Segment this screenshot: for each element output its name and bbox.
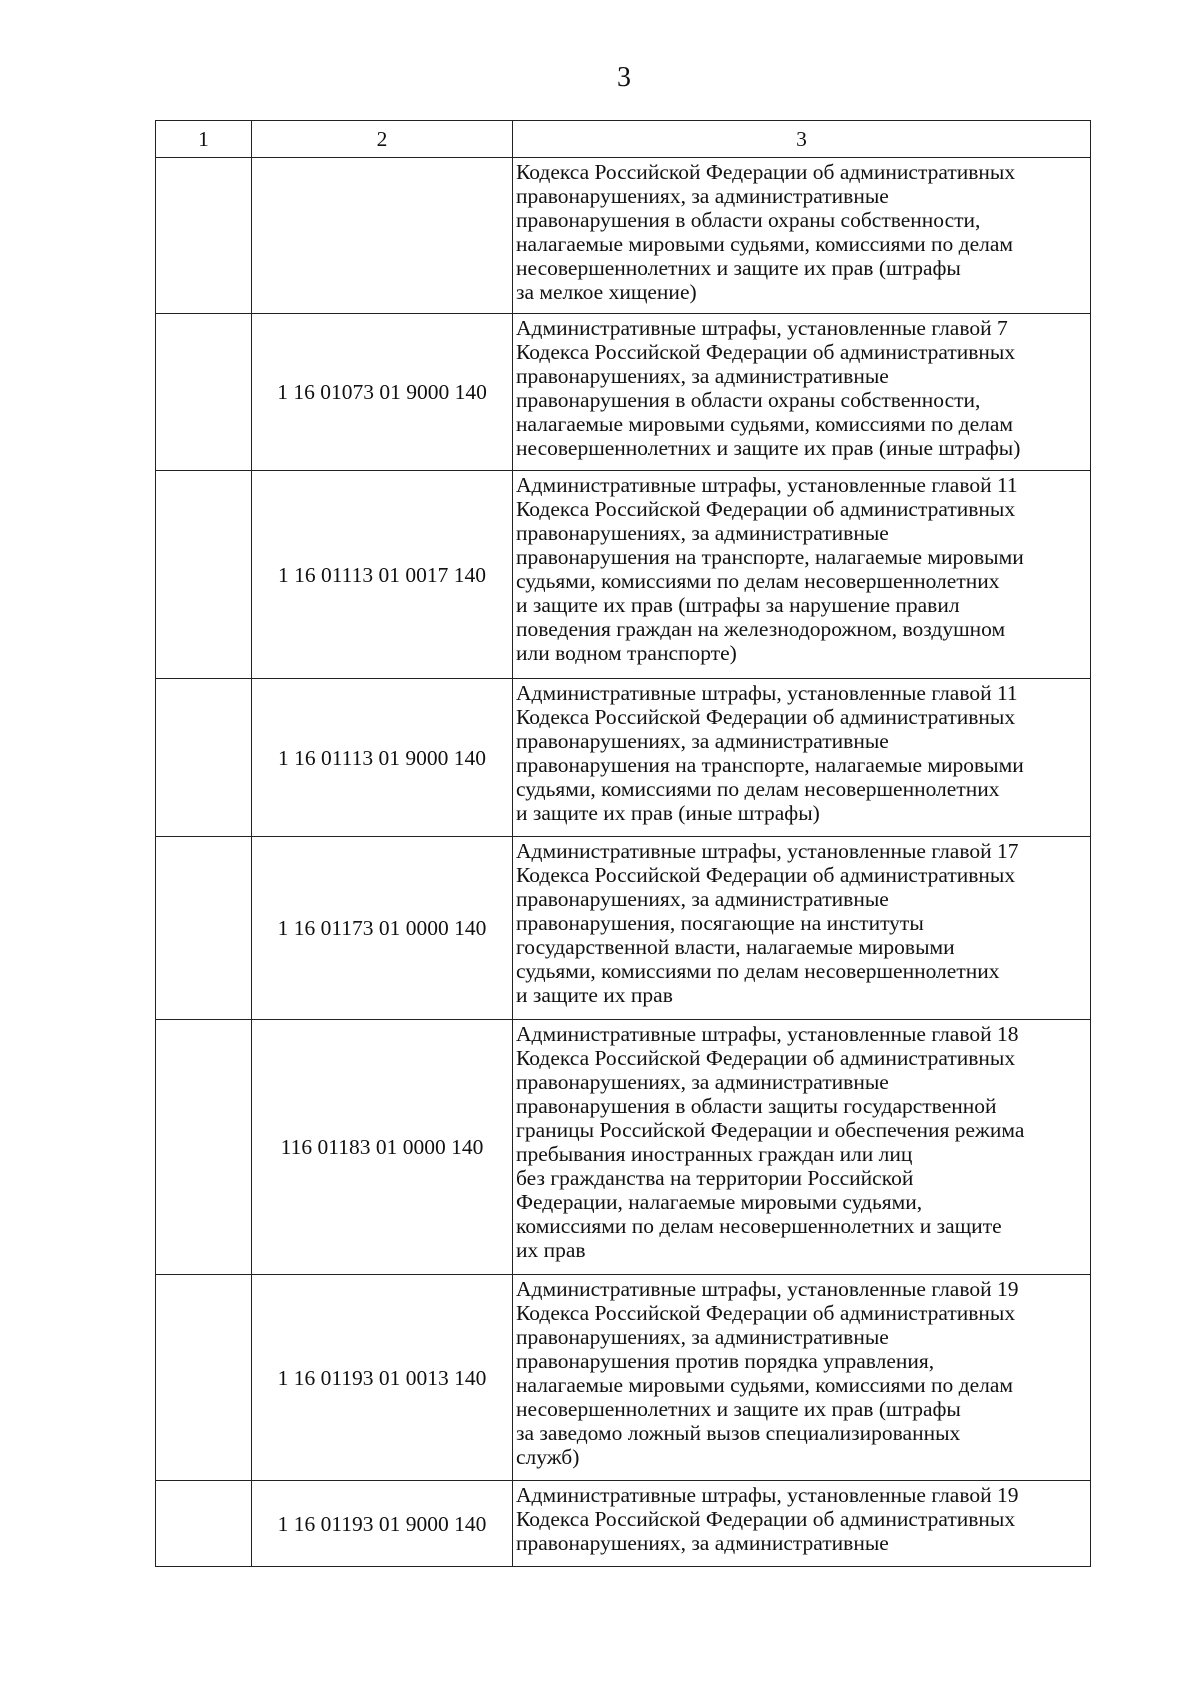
row-number-cell — [156, 314, 252, 471]
row-number-cell — [156, 1275, 252, 1481]
table-row — [156, 679, 1091, 837]
description-cell: Административные штрафы, установленные главой 18 Кодекса Российской Федерации об административных правонарушениях, за административные правонарушения в области защиты государственной границы Российской Федерации и обеспечения режима пребывания иностранных граждан или лиц без гражданства на территории Российской Федерации, налагаемые мировыми судьями, комиссиями по делам несовершеннолетних и защите их прав — [513, 1020, 1091, 1275]
budget-code-cell: 1 16 01113 01 0017 140 — [252, 471, 513, 679]
description-cell: Административные штрафы, установленные главой 11 Кодекса Российской Федерации об административных правонарушениях, за административные правонарушения на транспорте, налагаемые мировыми судьями, комиссиями по делам несовершеннолетних и защите их прав (штрафы за нарушение правил поведения граждан на железнодорожном, воздушном или водном транспорте) — [513, 471, 1091, 679]
table-row — [156, 158, 1091, 314]
table-body — [156, 158, 1091, 1567]
row-number-cell — [156, 471, 252, 679]
budget-code-cell — [252, 158, 513, 314]
row-number-cell — [156, 1481, 252, 1567]
row-number-cell — [156, 837, 252, 1020]
description-cell: Административные штрафы, установленные главой 17 Кодекса Российской Федерации об административных правонарушениях, за административные правонарушения, посягающие на институты государственной власти, налагаемые мировыми судьями, комиссиями по делам несовершеннолетних и защите их прав — [513, 837, 1091, 1020]
budget-code-cell: 1 16 01173 01 0000 140 — [252, 837, 513, 1020]
budget-code-cell: 1 16 01193 01 9000 140 — [252, 1481, 513, 1567]
budget-code-cell: 1 16 01113 01 9000 140 — [252, 679, 513, 837]
row-number-cell — [156, 679, 252, 837]
header-col-3: 3 — [513, 121, 1091, 158]
header-col-1: 1 — [156, 121, 252, 158]
table-row — [156, 1481, 1091, 1567]
budget-code-cell: 1 16 01193 01 0013 140 — [252, 1275, 513, 1481]
description-cell: Кодекса Российской Федерации об административных правонарушениях, за административные правонарушения в области охраны собственности, налагаемые мировыми судьями, комиссиями по делам несовершеннолетних и защите их прав (штрафы за мелкое хищение) — [513, 158, 1091, 314]
table-row — [156, 1020, 1091, 1275]
table-header — [156, 121, 1091, 158]
header-col-2: 2 — [252, 121, 513, 158]
page-number: 3 — [617, 62, 631, 93]
table-row — [156, 1275, 1091, 1481]
table-row — [156, 314, 1091, 471]
description-cell: Административные штрафы, установленные главой 19 Кодекса Российской Федерации об административных правонарушениях, за административные правонарушения против порядка управления, налагаемые мировыми судьями, комиссиями по делам несовершеннолетних и защите их прав (штрафы за заведомо ложный вызов специализированных служб) — [513, 1275, 1091, 1481]
budget-code-cell: 116 01183 01 0000 140 — [252, 1020, 513, 1275]
description-cell: Административные штрафы, установленные главой 19 Кодекса Российской Федерации об административных правонарушениях, за административные — [513, 1481, 1091, 1567]
table-row — [156, 837, 1091, 1020]
description-cell: Административные штрафы, установленные главой 7 Кодекса Российской Федерации об административных правонарушениях, за административные правонарушения в области охраны собственности, налагаемые мировыми судьями, комиссиями по делам несовершеннолетних и защите их прав (иные штрафы) — [513, 314, 1091, 471]
table-row — [156, 471, 1091, 679]
budget-code-cell: 1 16 01073 01 9000 140 — [252, 314, 513, 471]
row-number-cell — [156, 158, 252, 314]
row-number-cell — [156, 1020, 252, 1275]
fines-table — [155, 120, 1091, 1567]
description-cell: Административные штрафы, установленные главой 11 Кодекса Российской Федерации об административных правонарушениях, за административные правонарушения на транспорте, налагаемые мировыми судьями, комиссиями по делам несовершеннолетних и защите их прав (иные штрафы) — [513, 679, 1091, 837]
header-row — [156, 121, 1091, 158]
